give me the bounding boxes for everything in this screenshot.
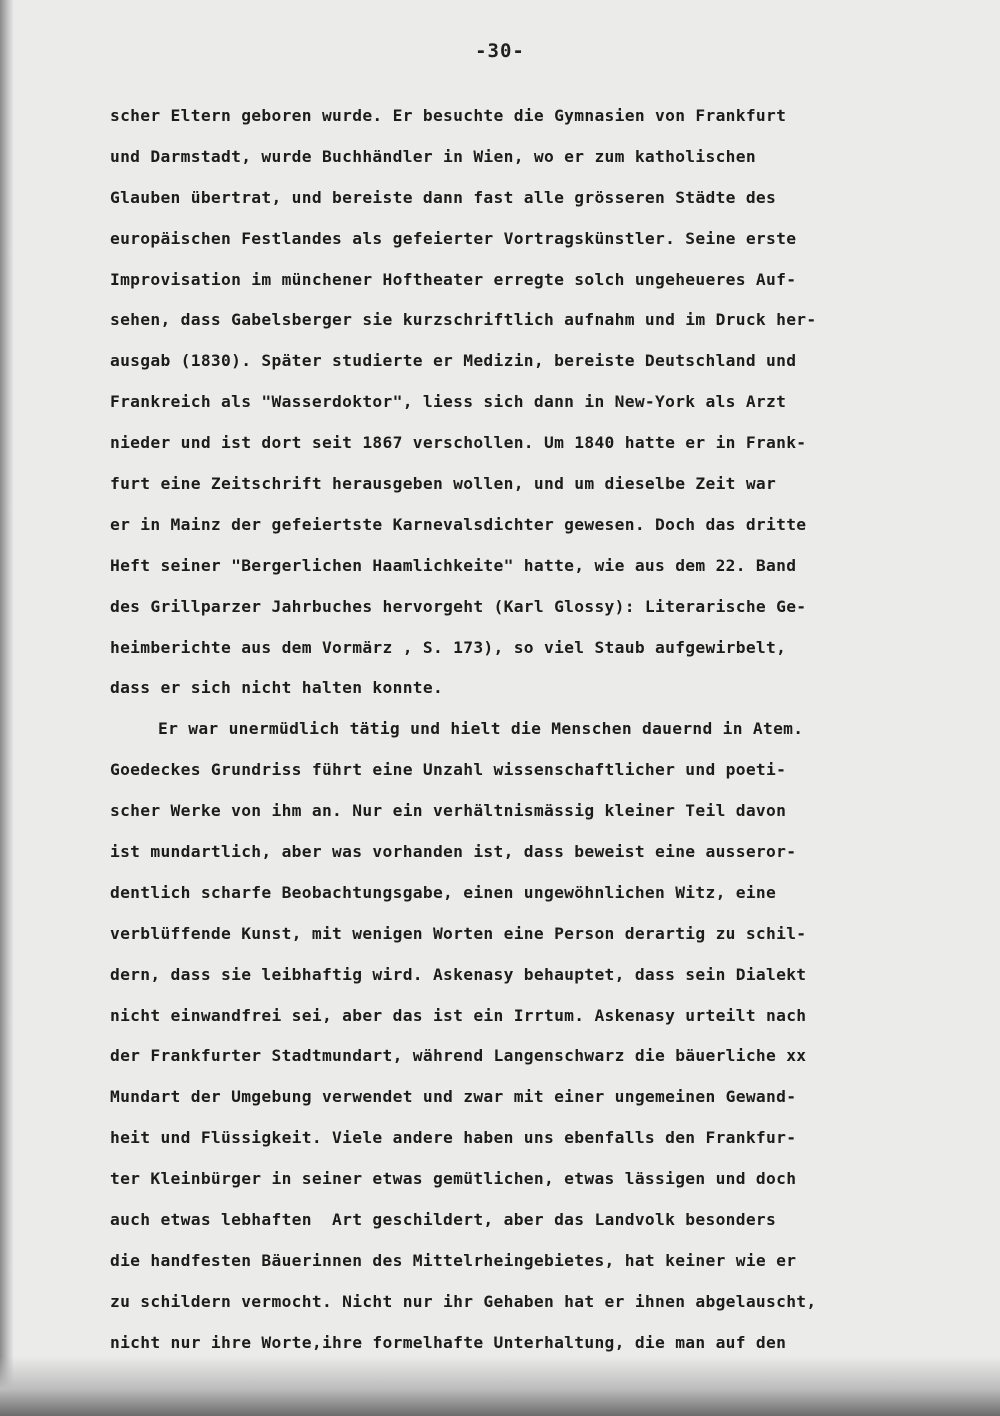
text-line: sehen, dass Gabelsberger sie kurzschriftlich aufnahm und im Druck her-: [110, 310, 817, 330]
text-line: er in Mainz der gefeiertste Karnevalsdichter gewesen. Doch das dritte: [110, 514, 807, 534]
body-text: [110, 96, 990, 1364]
text-line: der Frankfurter Stadtmundart, während Langenschwarz die bäuerliche xx: [110, 1046, 807, 1066]
text-line: nicht einwandfrei sei, aber das ist ein Irrtum. Askenasy urteilt nach: [110, 1005, 807, 1025]
text-line: europäischen Festlandes als gefeierter Vortragskünstler. Seine erste: [110, 228, 797, 248]
text-line: die handfesten Bäuerinnen des Mittelrheingebietes, hat keiner wie er: [110, 1250, 797, 1270]
text-line: Glauben übertrat, und bereiste dann fast alle grösseren Städte des: [110, 187, 777, 207]
text-line: Mundart der Umgebung verwendet und zwar mit einer ungemeinen Gewand-: [110, 1087, 797, 1107]
text-line: nieder und ist dort seit 1867 verschollen. Um 1840 hatte er in Frank-: [110, 433, 807, 453]
text-line: Frankreich als "Wasserdoktor", liess sich dann in New-York als Arzt: [110, 392, 787, 412]
text-line: Heft seiner "Bergerlichen Haamlichkeite" hatte, wie aus dem 22. Band: [110, 555, 797, 575]
text-line: und Darmstadt, wurde Buchhändler in Wien, wo er zum katholischen: [110, 146, 756, 166]
text-line: Goedeckes Grundriss führt eine Unzahl wissenschaftlicher und poeti-: [110, 760, 787, 780]
text-line: scher Eltern geboren wurde. Er besuchte die Gymnasien von Frankfurt: [110, 106, 787, 125]
text-line: des Grillparzer Jahrbuches hervorgeht (Karl Glossy): Literarische Ge-: [110, 596, 807, 616]
page-edge-shadow: [0, 0, 14, 1416]
text-line: heit und Flüssigkeit. Viele andere haben uns ebenfalls den Frankfur-: [110, 1128, 797, 1148]
text-line: auch etwas lebhaften Art geschildert, aber das Landvolk besonders: [110, 1210, 777, 1230]
text-line: furt eine Zeitschrift herausgeben wollen, und um dieselbe Zeit war: [110, 474, 777, 494]
text-line: Er war unermüdlich tätig und hielt die Menschen dauernd in Atem.: [158, 719, 804, 739]
text-line: scher Werke von ihm an. Nur ein verhältnismässig kleiner Teil davon: [110, 801, 787, 821]
text-line: nicht nur ihre Worte,ihre formelhafte Unterhaltung, die man auf den: [110, 1332, 787, 1352]
text-line: ist mundartlich, aber was vorhanden ist, dass beweist eine ausseror-: [110, 842, 797, 862]
text-line: verblüffende Kunst, mit wenigen Worten eine Person derartig zu schil-: [110, 923, 807, 943]
text-line: ausgab (1830). Später studierte er Medizin, bereiste Deutschland und: [110, 351, 797, 371]
text-line: Improvisation im münchener Hoftheater erregte solch ungeheueres Auf-: [110, 269, 797, 289]
text-line: ter Kleinbürger in seiner etwas gemütlichen, etwas lässigen und doch: [110, 1169, 797, 1189]
text-line: dern, dass sie leibhaftig wird. Askenasy behauptet, dass sein Dialekt: [110, 964, 807, 984]
text-line: zu schildern vermocht. Nicht nur ihr Gehaben hat er ihnen abgelauscht,: [110, 1291, 817, 1311]
text-line: dentlich scharfe Beobachtungsgabe, einen ungewöhnlichen Witz, eine: [110, 882, 777, 902]
page-number: -30-: [475, 40, 525, 62]
text-line: dass er sich nicht halten konnte.: [110, 678, 444, 698]
scan-bottom-edge: [0, 1356, 1000, 1416]
text-line: heimberichte aus dem Vormärz , S. 173), so viel Staub aufgewirbelt,: [110, 637, 787, 657]
